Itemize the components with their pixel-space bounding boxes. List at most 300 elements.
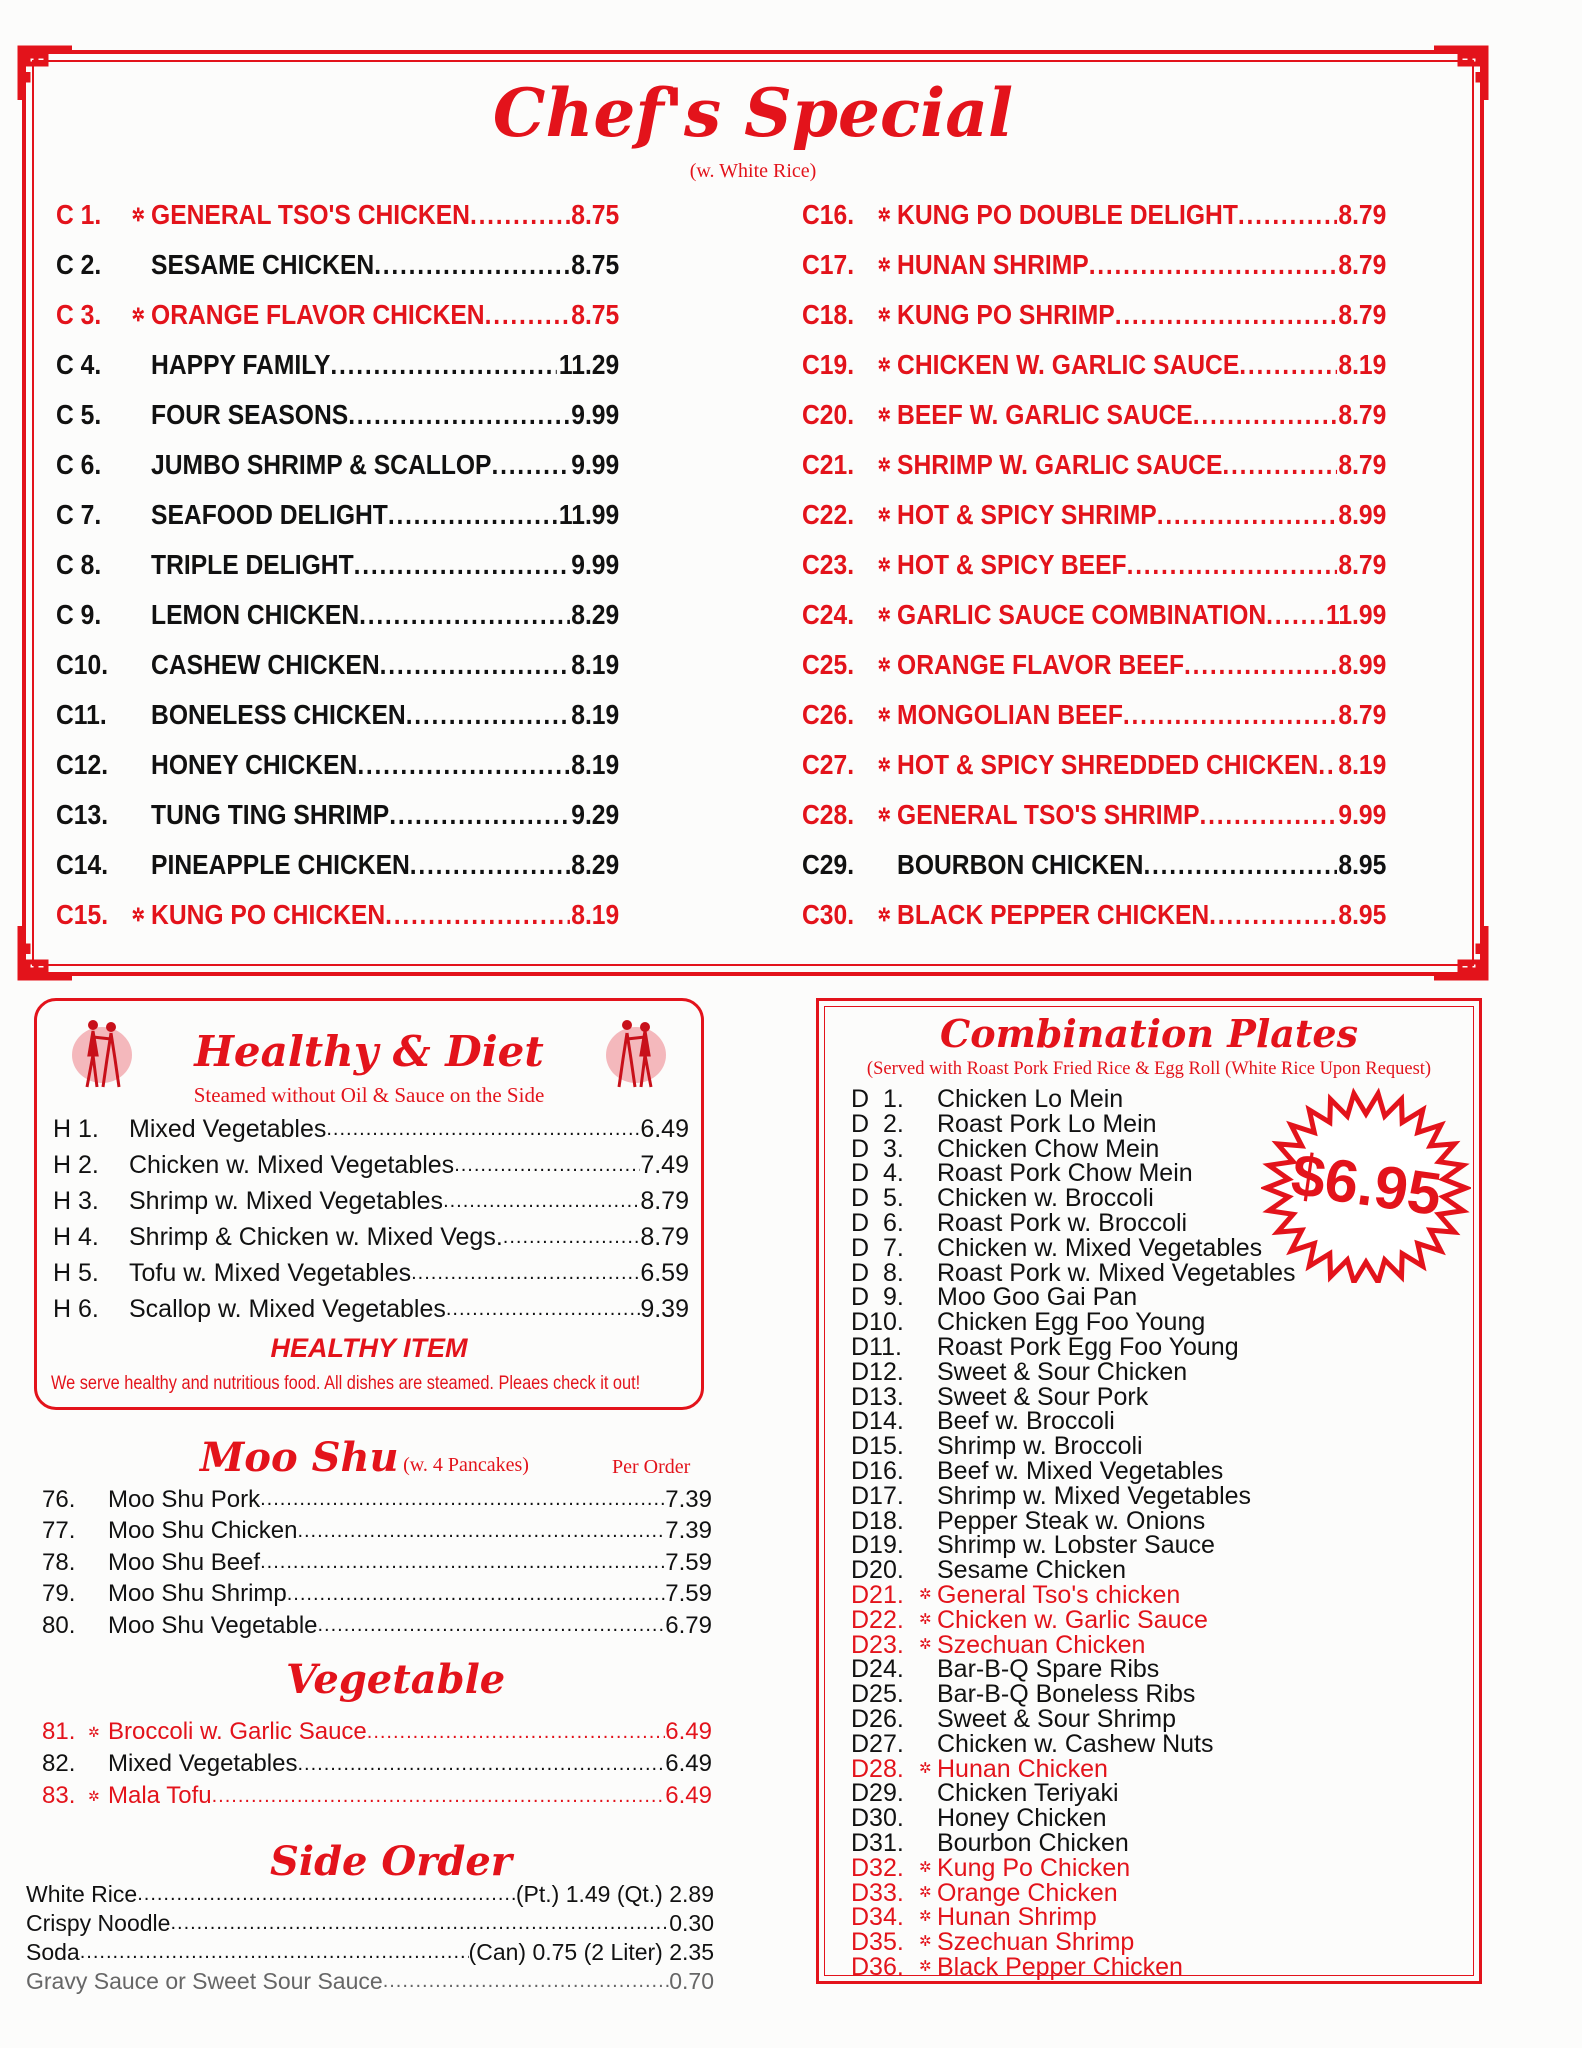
item-code: C25. [802,649,855,680]
combination-subtitle: (Served with Roast Pork Fried Rice & Egg Roll (White Rice Upon Request) [866,1059,1432,1079]
combination-item [851,1533,1296,1558]
item-name: HOT & SPICY SHREDDED CHICKEN [897,749,1319,780]
combination-item-code: D28. [851,1754,904,1783]
chili-pepper-icon [919,1831,937,1856]
item-code: C 1. [56,199,102,230]
side-item [26,1938,714,1967]
leader-dots [318,1614,666,1637]
moo-shu-item-name: Moo Shu Chicken [108,1517,298,1545]
healthy-diet-subtitle: Steamed without Oil & Sauce on the Side [193,1083,545,1107]
chef-special-section [22,50,1484,976]
chili-pepper-icon [919,1112,937,1137]
leader-dots [410,849,570,881]
combination-item-code: D15. [851,1432,904,1461]
item-price: 8.19 [571,699,620,730]
combination-item-code: D 4. [851,1159,904,1188]
leader-dots [389,799,569,831]
menu-item-row [56,240,619,290]
healthy-item-price: 8.79 [640,1222,689,1251]
healthy-item-code: H 2. [53,1150,99,1179]
healthy-item-name: Shrimp w. Mixed Vegetables [129,1186,444,1215]
menu-item-row [802,490,1386,540]
item-price: 8.29 [571,849,620,880]
combination-item [851,1285,1296,1310]
combination-item-name: Chicken w. Broccoli [937,1184,1154,1213]
leader-dots [1143,849,1336,881]
combination-item-name: Roast Pork w. Broccoli [937,1208,1188,1237]
item-name: HOT & SPICY BEEF [897,549,1127,580]
menu-item-row [802,240,1386,290]
combination-item-code: D 3. [851,1134,904,1163]
healthy-item [53,1183,689,1219]
leader-dots [411,1262,640,1285]
chili-pepper-icon [919,1533,937,1558]
vegetable-item: 83. ✲ Mala Tofu ..... 6.49 [42,1780,712,1812]
chili-pepper-icon: ✲ [877,654,891,675]
combination-item [851,1109,1296,1138]
vegetable-item-code: 82. [42,1750,76,1777]
combination-item-name: Szechuan Shrimp [937,1928,1135,1957]
side-item-price: (Can) 0.75 (2 Liter) 2.35 [468,1939,714,1965]
item-code: C 9. [56,599,102,630]
combination-item [851,1806,1296,1831]
combination-item-code: D26. [851,1704,904,1733]
side-order-list [26,1880,714,1996]
item-name: ORANGE FLAVOR CHICKEN [151,299,485,330]
chili-pepper-icon [919,1087,937,1112]
menu-item-row [802,790,1386,840]
vegetable-title: Vegetable [286,1656,506,1703]
item-price: 8.79 [1338,399,1387,430]
item-code: C28. [802,799,855,830]
combination-item-code: D27. [851,1729,904,1758]
moo-shu-item-price: 7.59 [665,1580,712,1608]
item-code: C 7. [56,499,102,530]
chili-pepper-icon [919,1409,937,1434]
healthy-note: We serve healthy and nutritious food. All dishes are steamed. Pleaes check it out! [51,1373,641,1394]
combination-item [851,1930,1296,1955]
item-code: C17. [802,249,855,280]
combination-item [851,1952,1296,1981]
leader-dots [260,1551,665,1574]
combination-item-name: Black Pepper Chicken [937,1952,1183,1981]
combination-item-code: D11. [851,1332,902,1361]
combination-item [851,1332,1296,1361]
combination-item-name: Sweet & Sour Shrimp [937,1704,1176,1733]
item-price: 8.79 [1338,199,1387,230]
moo-shu-item [42,1610,712,1642]
item-price: 8.75 [571,299,620,330]
item-name: ORANGE FLAVOR BEEF [897,649,1185,680]
combination-item-name: Sweet & Sour Chicken [937,1357,1188,1386]
chef-special-right-column [802,190,1466,940]
item-price: 8.95 [1338,849,1387,880]
leader-dots [357,749,569,781]
leader-dots [383,1970,670,1993]
item-price: 8.19 [1338,349,1387,380]
side-item [26,1880,714,1909]
combination-item-code: D34. [851,1903,904,1932]
leader-dots [446,1298,640,1321]
item-name: KUNG PO DOUBLE DELIGHT [897,199,1238,230]
item-price: 11.99 [558,499,620,530]
healthy-item-price: 8.79 [640,1186,689,1215]
vegetable-item-name: Mixed Vegetables [108,1750,298,1777]
chili-pepper-icon [919,1558,937,1583]
leader-dots [1127,549,1337,581]
chili-pepper-icon: ✲ [919,1635,932,1653]
combination-item-name: Sweet & Sour Pork [937,1382,1149,1411]
vegetable-item-name: Broccoli w. Garlic Sauce [108,1718,367,1745]
combination-item-code: D19. [851,1531,904,1560]
chili-pepper-icon: ✲ [877,804,891,825]
combination-item [851,1208,1296,1237]
combination-item-name: Chicken Egg Foo Young [937,1308,1206,1337]
healthy-diet-list [53,1111,689,1327]
item-name: BLACK PEPPER CHICKEN [897,899,1210,930]
healthy-item-code: H 3. [53,1186,99,1215]
healthy-item-code: H 1. [53,1114,99,1143]
item-price: 8.19 [571,899,620,930]
combination-item [851,1630,1296,1659]
moo-shu-item-code: 78. [42,1548,76,1576]
combination-item-name: Chicken Lo Mein [937,1085,1124,1113]
leader-dots [443,1190,640,1213]
combination-item [851,1233,1296,1262]
combination-item-code: D 2. [851,1109,904,1138]
leader-dots [1123,699,1337,731]
leader-dots [1209,899,1336,931]
healthy-item-name: Chicken w. Mixed Vegetables [129,1150,455,1179]
combination-item-code: D 8. [851,1258,904,1287]
item-code: C19. [802,349,855,380]
combination-item-name: Pepper Steak w. Onions [937,1506,1206,1535]
item-code: C23. [802,549,855,580]
item-name: HAPPY FAMILY [151,349,331,380]
combination-item-code: D33. [851,1878,904,1907]
healthy-item-name: Scallop w. Mixed Vegetables [129,1294,446,1323]
vegetable-item-price: 6.49 [665,1718,712,1745]
menu-item-row [56,640,619,690]
moo-shu-title: Moo Shu [200,1434,399,1481]
moo-shu-item-name: Moo Shu Pork [108,1485,261,1513]
side-item [26,1967,714,1996]
combination-item [851,1781,1296,1806]
item-code: C20. [802,399,855,430]
leader-dots [406,699,570,731]
chili-pepper-icon [919,1161,937,1186]
item-price: 8.95 [1338,899,1387,930]
leader-dots [503,1226,641,1249]
combination-item-code: D10. [851,1308,904,1337]
leader-dots [80,1941,469,1964]
item-name: HUNAN SHRIMP [897,249,1089,280]
moo-shu-item-price: 6.79 [665,1611,712,1639]
healthy-item-badge: HEALTHY ITEM [270,1333,468,1363]
side-item-price: (Pt.) 1.49 (Qt.) 2.89 [515,1881,714,1907]
leader-dots [380,649,570,681]
combination-item-code: D17. [851,1481,904,1510]
item-code: C11. [56,699,107,730]
item-code: C18. [802,299,855,330]
vegetable-item-price: 6.49 [665,1782,712,1809]
combination-item [851,1729,1296,1758]
item-price: 9.99 [571,399,620,430]
combination-item-name: Chicken w. Mixed Vegetables [937,1233,1263,1262]
combination-item-name: Roast Pork Lo Mein [937,1109,1157,1138]
combination-item-name: Moo Goo Gai Pan [937,1283,1138,1312]
item-name: GENERAL TSO'S CHICKEN [151,199,470,230]
combination-item [851,1905,1296,1930]
chili-pepper-icon [919,1236,937,1261]
moo-shu-item-price: 7.39 [665,1517,712,1545]
item-code: C 8. [56,549,102,580]
combination-item [851,1134,1296,1163]
combination-item-name: Roast Pork Chow Mein [937,1159,1193,1188]
leader-dots [1193,399,1337,431]
item-name: TRIPLE DELIGHT [151,549,354,580]
combination-item-name: Szechuan Chicken [937,1630,1146,1659]
side-order-title: Side Order [270,1838,512,1885]
chili-pepper-icon: ✲ [877,404,891,425]
chili-pepper-icon [919,1707,937,1732]
menu-item-row [56,790,619,840]
combination-item-code: D 7. [851,1233,904,1262]
combination-item [851,1605,1296,1634]
item-name: BONELESS CHICKEN [151,699,406,730]
leader-dots [348,399,569,431]
combination-item-code: D23. [851,1630,904,1659]
combination-item-code: D12. [851,1357,904,1386]
per-order-label: Per Order [612,1456,691,1478]
combination-item [851,1456,1296,1485]
combination-item-name: Shrimp w. Lobster Sauce [937,1531,1215,1560]
chili-pepper-icon [919,1211,937,1236]
healthy-item [53,1147,689,1183]
leader-dots [170,1912,669,1935]
combination-item [851,1409,1296,1434]
combination-item-code: D29. [851,1779,904,1808]
chili-pepper-icon: ✲ [877,904,891,925]
leader-dots [388,499,557,531]
item-name: LEMON CHICKEN [151,599,360,630]
item-price: 11.99 [1326,599,1387,630]
combination-item-code: D 9. [851,1283,904,1312]
combination-item [851,1657,1296,1682]
combination-item-code: D20. [851,1556,904,1585]
combination-item [851,1682,1296,1707]
combination-item [851,1258,1296,1287]
chili-pepper-icon: ✲ [919,1610,932,1628]
combination-item [851,1382,1296,1411]
combination-item [851,1357,1296,1386]
combination-item-code: D16. [851,1456,904,1485]
combination-item [851,1506,1296,1535]
chili-pepper-icon: ✲ [919,1908,932,1926]
combination-item-code: D30. [851,1804,904,1833]
vegetable-item-code: 81. [42,1718,76,1745]
healthy-diet-section [34,998,704,1410]
chili-pepper-icon: ✲ [877,204,891,225]
side-item-name: Soda [26,1939,80,1965]
item-price: 9.99 [1338,799,1387,830]
healthy-item-name: Shrimp & Chicken w. Mixed Vegs. [129,1222,503,1251]
menu-item-row [802,690,1386,740]
combination-item-name: Roast Pork w. Mixed Vegetables [937,1258,1296,1287]
side-item-price: 0.70 [669,1968,714,1994]
item-code: C 5. [56,399,102,430]
combination-item-code: D36. [851,1952,904,1981]
moo-shu-item [42,1484,712,1516]
chili-pepper-icon: ✲ [919,1957,932,1975]
healthy-item [53,1291,689,1327]
healthy-item-name: Tofu w. Mixed Vegetables [129,1258,412,1287]
healthy-item-price: 7.49 [640,1150,689,1179]
combination-item-name: Hunan Chicken [937,1754,1108,1783]
combination-item-name: Chicken Chow Mein [937,1134,1160,1163]
chili-pepper-icon: ✲ [877,554,891,575]
item-price: 8.99 [1338,649,1387,680]
combination-item-code: D 5. [851,1184,904,1213]
item-code: C22. [802,499,855,530]
menu-item-row [802,640,1386,690]
item-name: CHICKEN W. GARLIC SAUCE [897,349,1240,380]
combination-item-name: Bar-B-Q Spare Ribs [937,1655,1160,1684]
item-name: CASHEW CHICKEN [151,649,380,680]
leader-dots [491,449,569,481]
leader-dots [330,349,557,381]
menu-item-row [802,540,1386,590]
chili-pepper-icon: ✲ [131,204,145,225]
healthy-item-code: H 4. [53,1222,99,1251]
item-name: BEEF W. GARLIC SAUCE [897,399,1193,430]
item-name: KUNG PO SHRIMP [897,299,1115,330]
leader-dots [1266,599,1324,631]
moo-shu-item [42,1547,712,1579]
menu-item-row [56,740,619,790]
chili-pepper-icon: ✲ [877,504,891,525]
item-name: MONGOLIAN BEEF [897,699,1123,730]
healthy-item-price: 6.49 [640,1114,689,1143]
moo-shu-item-price: 7.39 [665,1485,712,1513]
combination-item-name: Beef w. Mixed Vegetables [937,1456,1224,1485]
menu-item-row [802,840,1386,890]
chili-pepper-icon [919,1434,937,1459]
chili-pepper-icon: ✲ [877,454,891,475]
moo-shu-note: (w. 4 Pancakes) [403,1454,529,1476]
vegetable-item [42,1748,712,1780]
leader-dots [367,1721,666,1744]
menu-item-row [802,890,1386,940]
chili-pepper-icon: ✲ [877,304,891,325]
item-price: 9.99 [571,549,620,580]
combination-item [851,1754,1296,1783]
item-price: 8.19 [1338,749,1387,780]
menu-item-row [56,690,619,740]
menu-item-row [802,190,1386,240]
moo-shu-item-code: 79. [42,1580,76,1608]
moo-shu-heading [200,1434,529,1481]
moo-shu-item-code: 76. [42,1485,76,1513]
menu-item-row [56,540,619,590]
chili-pepper-icon [919,1137,937,1162]
healthy-item [53,1219,689,1255]
chili-pepper-icon [919,1682,937,1707]
chili-pepper-icon: ✲ [131,304,145,325]
item-code: C12. [56,749,109,780]
chili-pepper-icon [919,1261,937,1286]
item-price: 8.99 [1338,499,1387,530]
moo-shu-list [42,1484,712,1642]
item-name: HOT & SPICY SHRIMP [897,499,1157,530]
chili-pepper-icon: ✲ [919,1883,932,1901]
item-price: 11.29 [558,349,620,380]
item-code: C15. [56,899,109,930]
item-name: JUMBO SHRIMP & SCALLOP [151,449,492,480]
combination-item [851,1828,1296,1857]
item-code: C27. [802,749,855,780]
leader-dots [470,199,570,231]
chili-pepper-icon: ✲ [131,904,145,925]
item-price: 8.19 [571,649,620,680]
item-price: 8.29 [571,599,620,630]
menu-item-row [802,590,1386,640]
item-name: HONEY CHICKEN [151,749,358,780]
combination-item-code: D31. [851,1828,904,1857]
combination-item-name: Chicken w. Cashew Nuts [937,1729,1214,1758]
vegetable-item: 81. ✲ Broccoli w. Garlic Sauce ..... 6.49 [42,1716,712,1748]
menu-item-row [802,290,1386,340]
moo-shu-item-code: 77. [42,1517,76,1545]
menu-item-row [56,390,619,440]
chili-pepper-icon [919,1385,937,1410]
healthy-item-code: H 6. [53,1294,99,1323]
combination-item [851,1087,1296,1112]
leader-dots [1115,299,1337,331]
leader-dots [374,249,569,281]
combination-item-name: Shrimp w. Mixed Vegetables [937,1481,1252,1510]
leader-dots [1222,449,1336,481]
combination-item-name: Honey Chicken [937,1804,1107,1833]
leader-dots [1238,199,1337,231]
chili-pepper-icon: ✲ [919,1858,932,1876]
combination-item-code: D 6. [851,1208,904,1237]
combination-plates-section [816,998,1482,1984]
combination-item-code: D14. [851,1407,904,1436]
menu-item-row [56,340,619,390]
combination-item-name: Sesame Chicken [937,1556,1126,1585]
moo-shu-item-name: Moo Shu Vegetable [108,1611,318,1639]
combination-item-code: D25. [851,1680,904,1709]
side-item [26,1909,714,1938]
chili-pepper-icon [919,1310,937,1335]
menu-item-row [56,890,619,940]
item-code: C29. [802,849,855,880]
vegetable-item-price: 6.49 [665,1750,712,1777]
combination-item-code: D24. [851,1655,904,1684]
item-code: C21. [802,449,855,480]
chef-special-title: Chef's Special [492,74,1014,152]
item-code: C14. [56,849,109,880]
leader-dots [137,1883,516,1906]
chili-pepper-icon: ✲ [877,704,891,725]
combination-item-code: D21. [851,1580,904,1609]
side-item-name: Crispy Noodle [26,1910,171,1936]
combination-item [851,1186,1296,1211]
combination-item [851,1310,1296,1335]
menu-item-row [802,340,1386,390]
chili-pepper-icon: ✲ [877,354,891,375]
